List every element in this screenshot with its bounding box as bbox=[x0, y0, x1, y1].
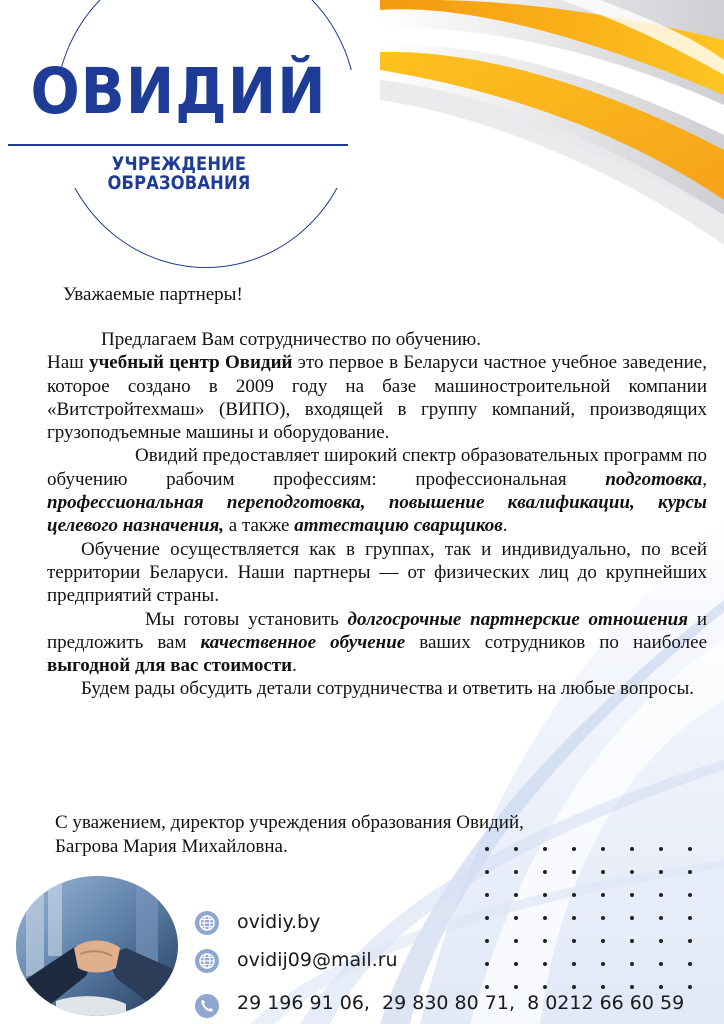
phone-icon bbox=[195, 994, 219, 1018]
decor-dot bbox=[630, 985, 634, 989]
paragraph-offer: Предлагаем Вам сотрудничество по обучению. bbox=[101, 329, 481, 350]
logo-title: ОВИДИЙ bbox=[30, 55, 327, 128]
decor-dot bbox=[688, 847, 692, 851]
decor-dot bbox=[630, 962, 634, 966]
decor-dot bbox=[688, 962, 692, 966]
decor-dot bbox=[485, 893, 489, 897]
programs-welders: аттестацию сварщиков bbox=[294, 515, 503, 537]
decor-dot bbox=[485, 847, 489, 851]
decor-dot bbox=[514, 962, 518, 966]
partnership-long-term: долгосрочные партнерские отношения bbox=[347, 608, 689, 630]
decor-dot bbox=[659, 916, 663, 920]
decor-dot bbox=[659, 985, 663, 989]
partnership-offer: и предложить вам bbox=[47, 608, 707, 653]
logo-subtitle: УЧРЕЖДЕНИЕ ОБРАЗОВАНИЯ bbox=[107, 154, 251, 194]
decor-dot bbox=[659, 939, 663, 943]
paragraph-partnership bbox=[47, 608, 707, 678]
partnership-period: . bbox=[292, 655, 297, 677]
decor-dot bbox=[572, 985, 576, 989]
decor-dot bbox=[601, 847, 605, 851]
decor-dot bbox=[485, 916, 489, 920]
decor-dot bbox=[630, 847, 634, 851]
partnership-price: выгодной для вас стоимости bbox=[47, 655, 293, 677]
decor-dot bbox=[514, 893, 518, 897]
decor-dot bbox=[630, 893, 634, 897]
decor-dot bbox=[543, 893, 547, 897]
decor-dot bbox=[659, 962, 663, 966]
decor-dot bbox=[543, 916, 547, 920]
globe-icon bbox=[195, 949, 219, 973]
decor-dot bbox=[572, 939, 576, 943]
decor-dot bbox=[601, 870, 605, 874]
decor-dot bbox=[543, 847, 547, 851]
programs-also: а также bbox=[224, 515, 295, 537]
decor-dot bbox=[572, 962, 576, 966]
decor-dot bbox=[688, 916, 692, 920]
programs-comma: , bbox=[702, 468, 707, 490]
decor-dot bbox=[514, 870, 518, 874]
decor-dot bbox=[543, 985, 547, 989]
about-text-end: это первое в Беларуси частное учебное заведение, которое создано в 2009 году на базе машиностроительной компании «Витстройтехмаш» (ВИПО), входящей в группу компаний, производящих грузоподъемные машины и оборудование. bbox=[47, 352, 707, 444]
decor-dot bbox=[688, 870, 692, 874]
programs-list: профессиональная переподготовка, повышение квалификации, курсы целевого назначения, bbox=[47, 492, 707, 537]
decor-dot bbox=[659, 847, 663, 851]
decor-dot bbox=[572, 893, 576, 897]
programs-text-start: Овидий предоставляет широкий спектр образовательных программ по обучению рабочим профессиям: профессиональная bbox=[47, 445, 707, 490]
decor-dot bbox=[688, 985, 692, 989]
decor-dot bbox=[688, 893, 692, 897]
decor-dot bbox=[601, 916, 605, 920]
partnership-quality: качественное обучение bbox=[200, 631, 406, 653]
decor-dot bbox=[514, 916, 518, 920]
programs-period: . bbox=[502, 515, 508, 537]
signature-line-2: Багрова Мария Михайловна. bbox=[55, 835, 288, 857]
greeting: Уважаемые партнеры! bbox=[63, 284, 243, 305]
handshake-photo bbox=[16, 876, 178, 1016]
decor-dot bbox=[485, 962, 489, 966]
paragraph-programs bbox=[47, 444, 707, 537]
signature bbox=[55, 811, 524, 858]
globe-icon bbox=[195, 911, 219, 935]
decor-dot bbox=[601, 939, 605, 943]
logo-divider bbox=[8, 144, 348, 146]
signature-line-1: С уважением, директор учреждения образования Овидий, bbox=[55, 812, 524, 833]
about-center-name: учебный центр Овидий bbox=[89, 352, 293, 374]
partnership-text-start: Мы готовы установить bbox=[145, 608, 348, 630]
decor-dot bbox=[543, 939, 547, 943]
decor-dot bbox=[572, 916, 576, 920]
paragraph-closing: Будем рады обсудить детали сотрудничества и ответить на любые вопросы. bbox=[81, 678, 694, 700]
letter-body bbox=[47, 328, 707, 701]
decor-dot bbox=[688, 939, 692, 943]
decor-dot bbox=[601, 985, 605, 989]
programs-training: подготовка bbox=[605, 468, 703, 490]
decor-dot bbox=[485, 870, 489, 874]
decor-dot bbox=[572, 847, 576, 851]
partnership-staff: ваших сотрудников по наиболее bbox=[405, 631, 708, 653]
decor-dot bbox=[601, 962, 605, 966]
decor-dot bbox=[659, 893, 663, 897]
decor-dot bbox=[514, 985, 518, 989]
decor-dot bbox=[543, 870, 547, 874]
decor-dot bbox=[601, 893, 605, 897]
decor-dot bbox=[630, 916, 634, 920]
paragraph-coverage: Обучение осуществляется как в группах, так и индивидуально, по всей территории Беларуси. Наши партнеры — от физических лиц до крупнейших предприятий страны. bbox=[47, 538, 707, 607]
phone-numbers[interactable]: 29 196 91 06, 29 830 80 71, 8 0212 66 60 59 bbox=[237, 992, 685, 1014]
decor-dot bbox=[572, 870, 576, 874]
decor-dot bbox=[485, 939, 489, 943]
decor-dot bbox=[630, 939, 634, 943]
website-link[interactable]: ovidiy.by bbox=[237, 911, 321, 933]
decor-dot bbox=[630, 870, 634, 874]
decor-dot bbox=[485, 985, 489, 989]
paragraph-about bbox=[47, 351, 707, 444]
decor-dot bbox=[514, 939, 518, 943]
decor-dot bbox=[543, 962, 547, 966]
decor-dot bbox=[659, 870, 663, 874]
email-link[interactable]: ovidij09@mail.ru bbox=[237, 949, 398, 971]
about-text-start: Наш bbox=[47, 352, 90, 374]
decor-dot bbox=[514, 847, 518, 851]
